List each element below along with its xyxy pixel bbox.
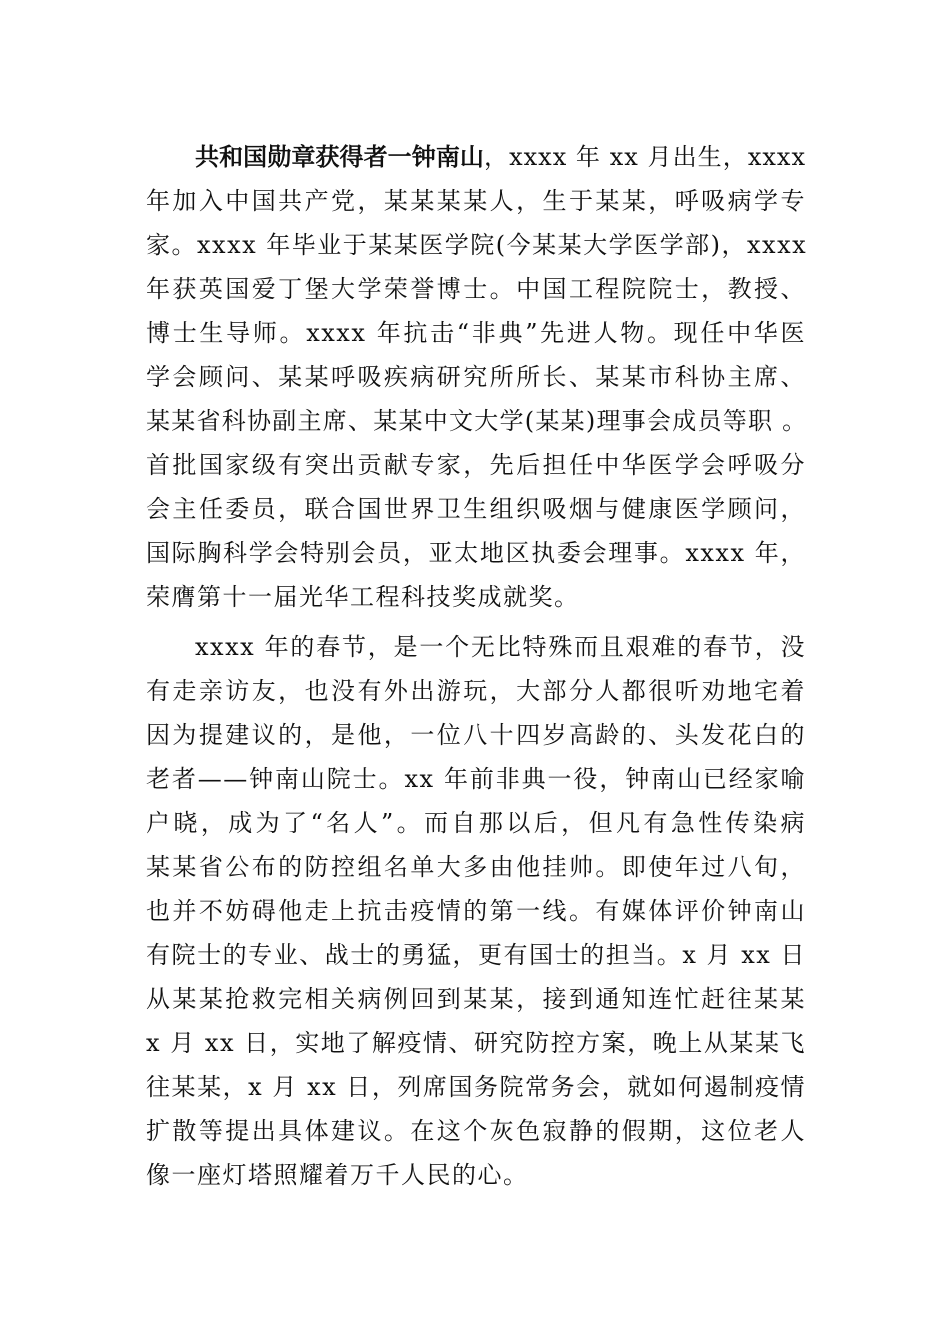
paragraph-1-line-2: 年加入中国共产党，某某某某人，生于某某，呼吸病学专 <box>146 187 806 215</box>
paragraph-1-line-7: 某某省科协副主席、某某中文大学(某某)理事会成员等职 。 <box>146 407 808 435</box>
paragraph-2-line-11: 往某某，x 月 xx 日，列席国务院常务会，就如何遏制疫情 <box>146 1073 806 1101</box>
paragraph-2-line-8: 有院士的专业、战士的勇猛，更有国士的担当。x 月 xx 日 <box>146 941 806 969</box>
paragraph-2-line-2: 有走亲访友，也没有外出游玩，大部分人都很听劝地宅着 <box>146 677 806 705</box>
paragraph-1-line-10: 国际胸科学会特别会员，亚太地区执委会理事。xxxx 年， <box>146 539 806 567</box>
paragraph-2-line-6: 某某省公布的防控组名单大多由他挂帅。即使年过八旬， <box>146 853 806 881</box>
paragraph-2-line-9: 从某某抢救完相关病例回到某某，接到通知连忙赶往某某 <box>146 985 806 1013</box>
paragraph-2-line-12: 扩散等提出具体建议。在这个灰色寂静的假期，这位老人 <box>146 1117 806 1145</box>
paragraph-1-line-11: 荣膺第十一届光华工程科技奖成就奖。 <box>146 583 580 611</box>
paragraph-1-line-9: 会主任委员，联合国世界卫生组织吸烟与健康医学顾问， <box>146 495 806 523</box>
paragraph-1-line-6: 学会顾问、某某呼吸疾病研究所所长、某某市科协主席、 <box>146 363 806 391</box>
paragraph-2-line-1: xxxx 年的春节，是一个无比特殊而且艰难的春节，没 <box>195 633 806 661</box>
paragraph-2-line-10: x 月 xx 日，实地了解疫情、研究防控方案，晚上从某某飞 <box>146 1029 806 1057</box>
paragraph-1-line-8: 首批国家级有突出贡献专家，先后担任中华医学会呼吸分 <box>146 451 806 479</box>
paragraph-1-line-1-text: ，xxxx 年 xx 月出生，xxxx <box>484 143 806 171</box>
paragraph-1-line-4: 年获英国爱丁堡大学荣誉博士。中国工程院院士，教授、 <box>146 275 806 303</box>
title-heading: 共和国勋章获得者一钟南山 <box>195 143 484 171</box>
paragraph-2-line-5: 户晓，成为了“名人”。而自那以后，但凡有急性传染病 <box>146 809 806 837</box>
paragraph-1-line-1 <box>195 137 806 177</box>
paragraph-1-line-3: 家。xxxx 年毕业于某某医学院(今某某大学医学部)，xxxx <box>146 231 808 259</box>
paragraph-2-line-13: 像一座灯塔照耀着万千人民的心。 <box>146 1161 529 1189</box>
paragraph-2-line-3: 因为提建议的，是他，一位八十四岁高龄的、头发花白的 <box>146 721 806 749</box>
paragraph-2-line-4: 老者——钟南山院士。xx 年前非典一役，钟南山已经家喻 <box>146 765 806 793</box>
paragraph-2-line-7: 也并不妨碍他走上抗击疫情的第一线。有媒体评价钟南山 <box>146 897 806 925</box>
paragraph-1-line-5: 博士生导师。xxxx 年抗击“非典”先进人物。现任中华医 <box>146 319 806 347</box>
